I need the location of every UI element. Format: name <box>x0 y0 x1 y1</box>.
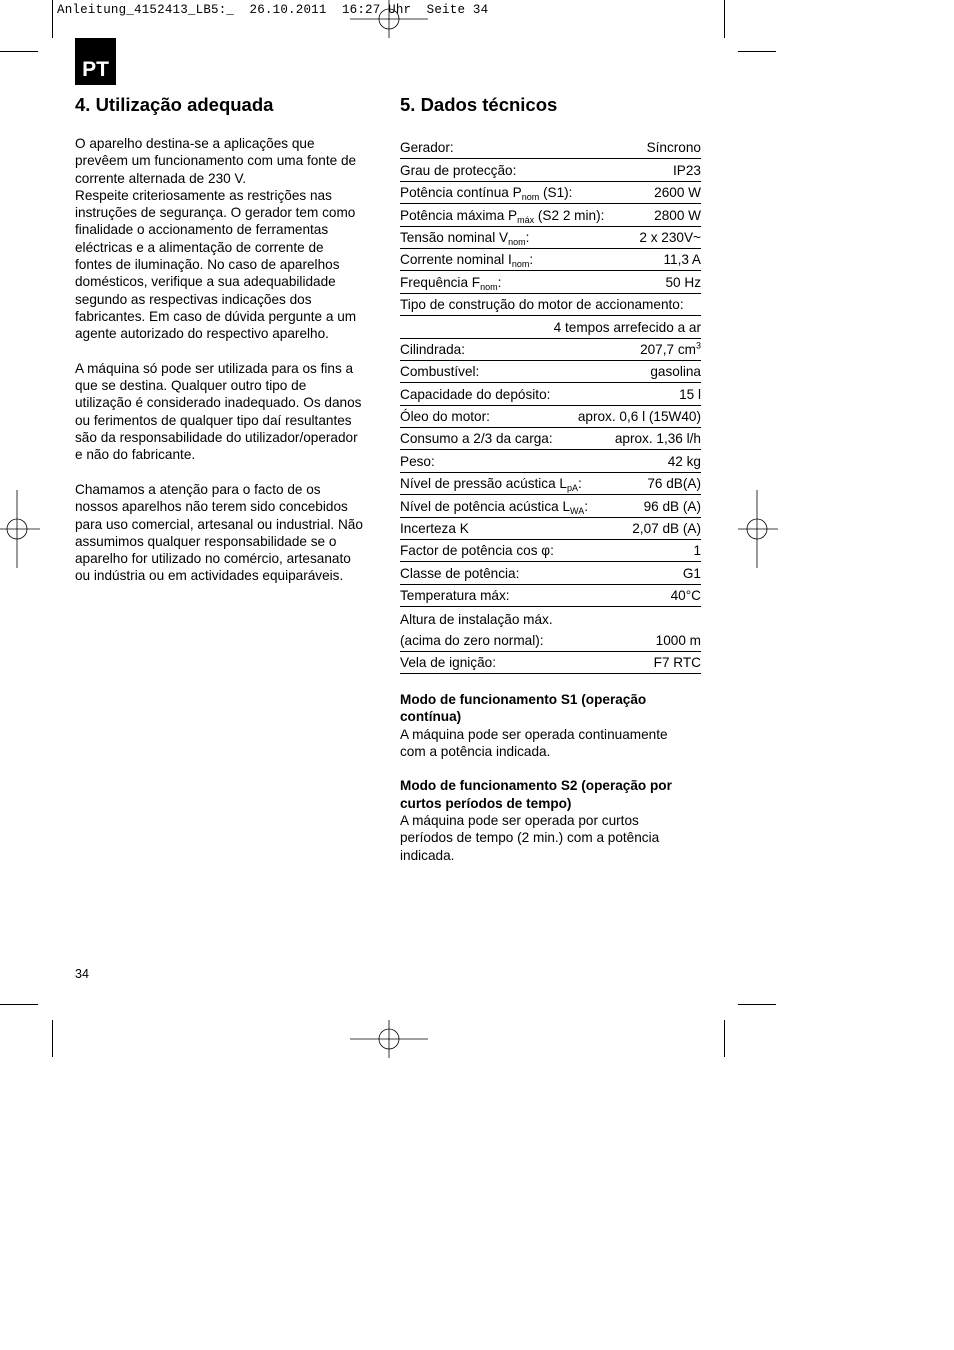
spec-row <box>400 159 701 181</box>
spec-value: 96 dB (A) <box>643 498 701 514</box>
paragraph: Chamamos a atenção para o facto de os nossos aparelhos não terem sido concebidos para uso comercial, artesanal ou industrial. Não assumimos qualquer responsabilidade se o aparelho for utilizado no comércio, artesanato ou indústria ou em actividades equiparáveis. <box>75 481 363 584</box>
spec-row <box>400 361 701 383</box>
spec-row <box>400 271 701 293</box>
mode-title: Modo de funcionamento S1 (operação contínua) <box>400 692 647 725</box>
crop-mark <box>724 0 725 38</box>
spec-value: F7 RTC <box>653 655 701 671</box>
spec-row <box>400 630 701 652</box>
spec-label: Capacidade do depósito: <box>400 386 551 402</box>
spec-label: Tensão nominal $V_{nom}$: <box>400 229 530 247</box>
spec-row <box>400 383 701 405</box>
operating-modes <box>400 691 705 864</box>
mode-text: A máquina pode ser operada continuamente com a potência indicada. <box>400 726 668 759</box>
crop-mark <box>738 1004 776 1005</box>
crop-mark <box>0 51 38 52</box>
spec-label: Vela de ignição: <box>400 655 496 671</box>
mode-title: Modo de funcionamento S2 (operação por curtos períodos de tempo) <box>400 778 672 811</box>
usage-body-text <box>75 135 380 602</box>
subscript: nom <box>521 192 540 203</box>
spec-row <box>400 652 701 674</box>
subscript: pA <box>567 483 579 494</box>
spec-label: Corrente nominal $I_{nom}$: <box>400 252 534 270</box>
spec-label: Nível de pressão acústica $L_{pA}$: <box>400 476 582 494</box>
spec-label: Temperatura máx: <box>400 588 510 604</box>
registration-mark-icon <box>350 0 428 40</box>
spec-value: 4 tempos arrefecido a ar <box>553 319 701 335</box>
spec-label: Nível de potência acústica $L_{WA}$: <box>400 498 588 516</box>
spec-value: 50 Hz <box>665 274 701 290</box>
registration-mark-icon <box>0 490 40 568</box>
technical-data-table <box>400 137 701 674</box>
spec-label: Incerteza K <box>400 521 469 537</box>
spec-value: 1000 m <box>655 632 701 648</box>
spec-value: 2 x 230V~ <box>639 229 701 245</box>
spec-value: aprox. 1,36 l/h <box>614 431 701 447</box>
subscript: máx <box>517 214 535 225</box>
subscript: WA <box>570 505 585 516</box>
subscript: nom <box>480 281 498 292</box>
spec-value: IP23 <box>673 162 701 178</box>
spec-row <box>400 316 701 338</box>
superscript: 3 <box>695 340 701 351</box>
spec-value: 42 kg <box>667 453 701 469</box>
section-heading-usage: 4. Utilização adequada <box>75 94 274 115</box>
spec-value: 76 dB(A) <box>647 476 701 492</box>
spec-label: (acima do zero normal): <box>400 632 544 648</box>
spec-row <box>400 585 701 607</box>
crop-mark <box>0 1004 38 1005</box>
registration-mark-icon <box>350 1020 428 1060</box>
spec-row <box>400 450 701 472</box>
spec-row <box>400 607 701 629</box>
spec-row <box>400 249 701 271</box>
spec-row <box>400 562 701 584</box>
print-slug: Anleitung_4152413_LB5:_ 26.10.2011 16:27 Uhr Seite 34 <box>57 3 489 17</box>
spec-value: Síncrono <box>646 140 701 156</box>
spec-label: Gerador: <box>400 140 454 156</box>
spec-row <box>400 137 701 159</box>
spec-row <box>400 227 701 249</box>
mode-text: A máquina pode ser operada por curtos períodos de tempo (2 min.) com a potência indicada. <box>400 813 660 863</box>
crop-mark <box>724 1020 725 1057</box>
spec-row <box>400 540 701 562</box>
spec-row <box>400 428 701 450</box>
spec-label: Classe de potência: <box>400 565 520 581</box>
spec-value: 2800 W <box>654 207 701 223</box>
spec-value: 2,07 dB (A) <box>632 521 701 537</box>
spec-row <box>400 204 701 226</box>
page-number: 34 <box>75 967 89 981</box>
spec-value: 2600 W <box>654 185 701 201</box>
spec-row <box>400 294 701 316</box>
spec-label: Óleo do motor: <box>400 409 490 425</box>
spec-label: Factor de potência cos φ: <box>400 543 554 559</box>
spec-label: Grau de protecção: <box>400 162 517 178</box>
spec-value: 1 <box>693 543 701 559</box>
spec-value: 15 l <box>679 386 701 402</box>
spec-value: G1 <box>682 565 701 581</box>
spec-label: Cilindrada: <box>400 341 465 357</box>
spec-row <box>400 495 701 517</box>
spec-value: 40°C <box>670 588 701 604</box>
spec-label: Tipo de construção do motor de accionamento: <box>400 297 684 313</box>
spec-label: Consumo a 2/3 da carga: <box>400 431 553 447</box>
section-heading-technical-data: 5. Dados técnicos <box>400 94 558 115</box>
spec-value: aprox. 0,6 l (15W40) <box>577 409 701 425</box>
spec-label: Frequência $F_{nom}$: <box>400 274 502 292</box>
spec-row <box>400 339 701 361</box>
spec-row <box>400 182 701 204</box>
spec-label: Combustível: <box>400 364 480 380</box>
spacer <box>400 760 705 777</box>
spec-row <box>400 473 701 495</box>
spec-label: Potência contínua $P_{nom}$ (S1): <box>400 185 573 203</box>
paragraph: A máquina só pode ser utilizada para os fins a que se destina. Qualquer outro tipo de utilização é considerado inadequado. Os danos ou ferimentos de qualquer tipo daí resultantes são da responsabilidade do utilizador/operador e não do fabricante. <box>75 360 362 463</box>
crop-mark <box>52 0 53 38</box>
spec-value: 11,3 A <box>663 252 701 268</box>
subscript: nom <box>511 259 530 270</box>
spec-label: Potência máxima $P_{máx}$ (S2 2 min): <box>400 207 605 225</box>
crop-mark <box>738 51 776 52</box>
spec-row <box>400 406 701 428</box>
subscript: nom <box>508 236 526 247</box>
spec-label: Peso: <box>400 453 435 469</box>
paragraph: O aparelho destina-se a aplicações que prevêem um funcionamento com uma fonte de corrente alternada de 230 V. Respeite criteriosamente as restrições nas instruções de segurança. O gerador tem como finalidade o accionamento de ferramentas eléctricas e a alimentação de corrente de fontes de iluminação. No caso de aparelhos domésticos, verifique a sua adequabilidade segundo as respectivas indicações dos fabricantes. Em caso de dúvida pergunte a um agente autorizado do respectivo aparelho. <box>75 136 357 342</box>
crop-mark <box>52 1020 53 1057</box>
registration-mark-icon <box>738 490 778 568</box>
spec-value: gasolina <box>650 364 701 380</box>
spec-label: Altura de instalação máx. <box>400 611 553 627</box>
spec-row <box>400 518 701 540</box>
language-badge: PT <box>75 38 116 85</box>
spec-value: 207,7 $cm^3$ <box>640 340 701 357</box>
